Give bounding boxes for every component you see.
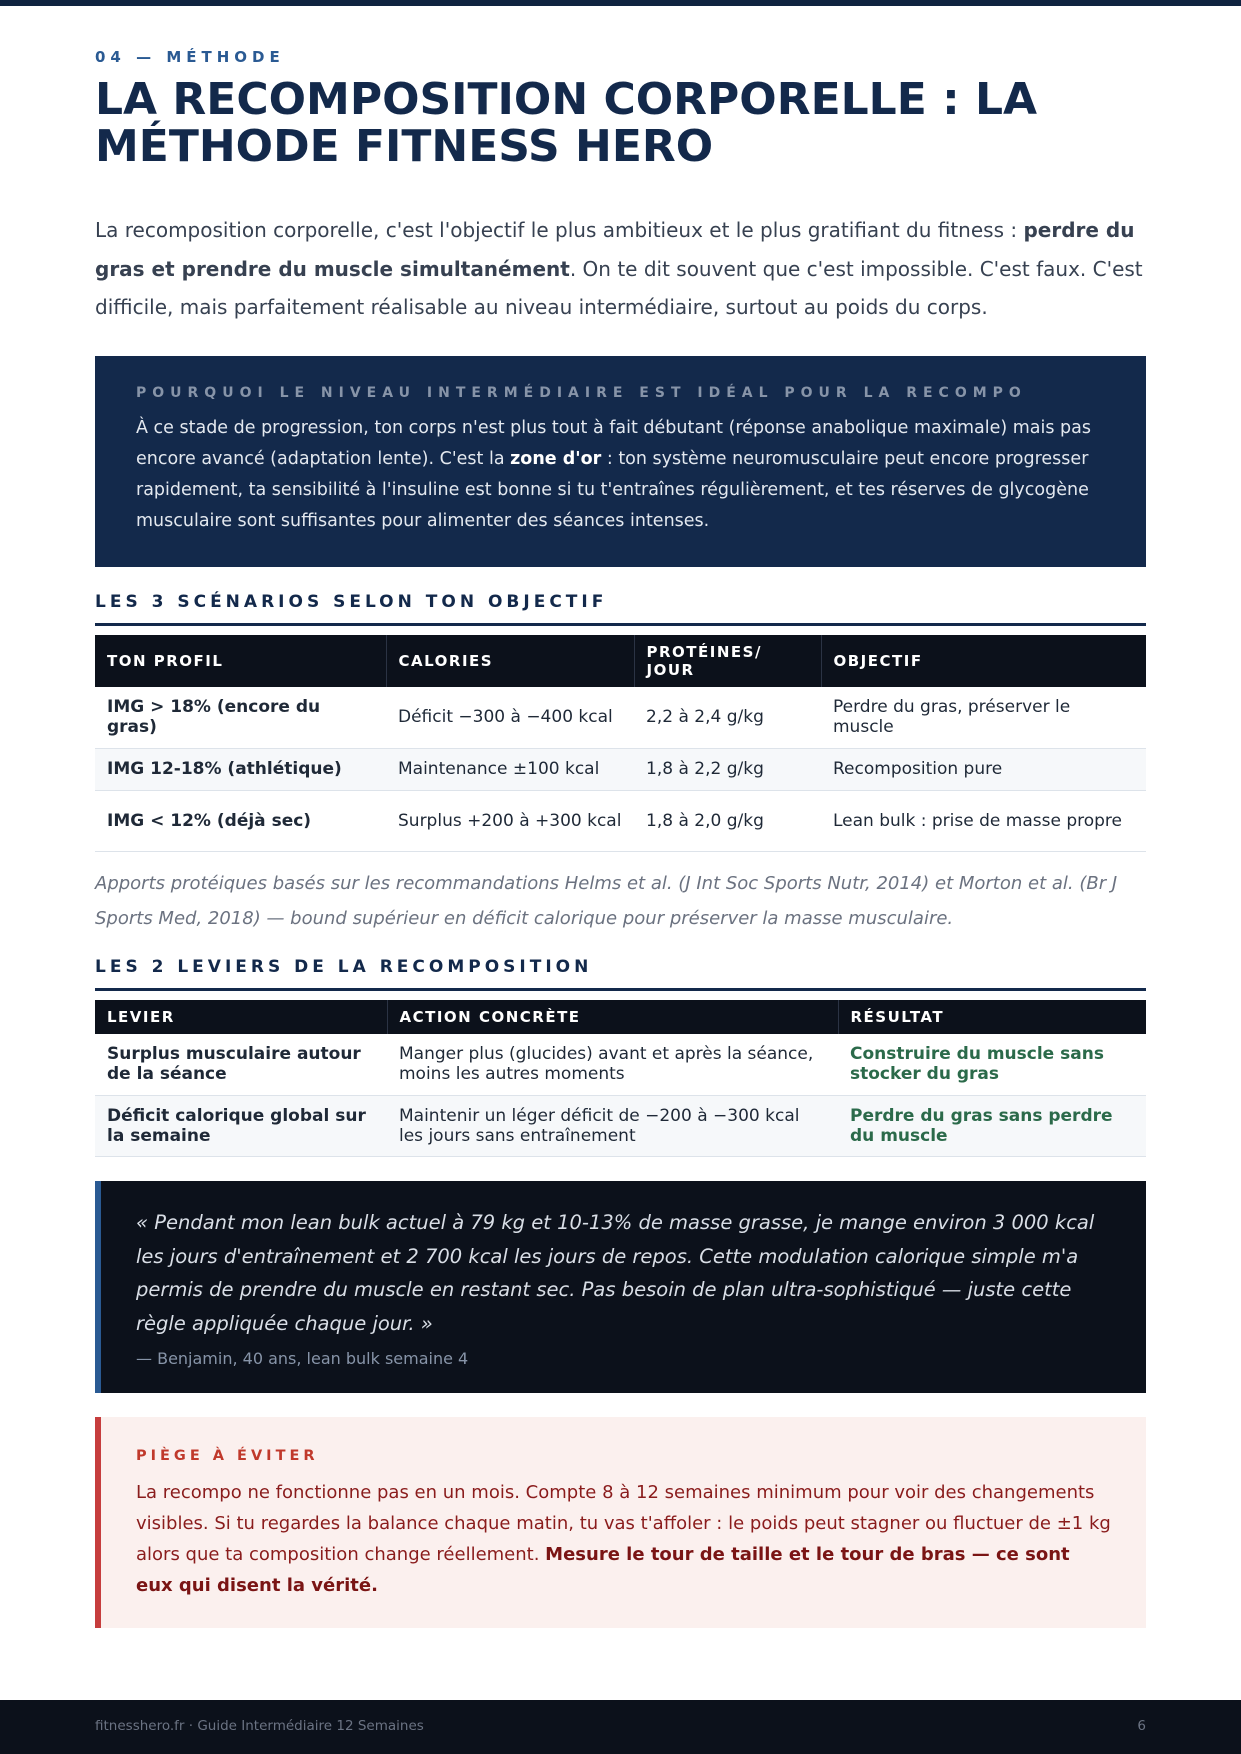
cell-calories: Déficit −300 à −400 kcal <box>386 687 634 748</box>
levers-heading: LES 2 LEVIERS DE LA RECOMPOSITION <box>95 957 1146 991</box>
cell-objectif: Lean bulk : prise de masse propre <box>821 790 1146 851</box>
table-row <box>95 1095 1146 1156</box>
col-header-calories: CALORIES <box>386 635 634 687</box>
cell-action: Maintenir un léger déficit de −200 à −300 kcal les jours sans entraînement <box>387 1095 838 1156</box>
warning-text-bold: Mesure le tour de taille et le tour de bras — ce sont eux qui disent la vérité. <box>136 1544 1070 1596</box>
info-callout-text-1: À ce stade de progression, ton corps n'est plus tout à fait débutant (réponse anabolique maximale) mais pas encore avancé (adaptation lente). C'est la <box>136 418 1092 469</box>
levers-header-row <box>95 1000 1146 1034</box>
cell-levier: Déficit calorique global sur la semaine <box>95 1095 387 1156</box>
quote-author: — Benjamin, 40 ans, lean bulk semaine 4 <box>136 1349 469 1368</box>
intro-paragraph <box>95 211 1146 327</box>
col-header-levier: LEVIER <box>95 1000 387 1034</box>
page-footer <box>0 1700 1241 1754</box>
col-header-proteines: PROTÉINES/ JOUR <box>634 635 821 687</box>
footer-source: fitnesshero.fr · Guide Intermédiaire 12 Semaines <box>95 1718 424 1734</box>
cell-levier: Surplus musculaire autour de la séance <box>95 1034 387 1095</box>
testimonial-quote <box>95 1181 1146 1393</box>
cell-calories: Maintenance ±100 kcal <box>386 748 634 790</box>
cell-proteines: 1,8 à 2,0 g/kg <box>634 790 821 851</box>
scenarios-header-row <box>95 635 1146 687</box>
cell-resultat: Perdre du gras sans perdre du muscle <box>838 1095 1146 1156</box>
info-callout-title: POURQUOI LE NIVEAU INTERMÉDIAIRE EST IDÉAL POUR LA RECOMPO <box>136 385 1027 401</box>
cell-calories: Surplus +200 à +300 kcal <box>386 790 634 851</box>
page-title: LA RECOMPOSITION CORPORELLE : LA MÉTHODE FITNESS HERO <box>95 74 1038 172</box>
intro-text-1: La recomposition corporelle, c'est l'objectif le plus ambitieux et le plus gratifiant du fitness : <box>95 218 1024 242</box>
intro-text-2: . On te dit souvent que c'est impossible. C'est faux. C'est difficile, mais parfaitement réalisable au niveau intermédiaire, surtout au poids du corps. <box>95 256 1143 319</box>
col-header-resultat: RÉSULTAT <box>838 1000 1146 1034</box>
col-header-objectif: OBJECTIF <box>821 635 1146 687</box>
cell-proteines: 2,2 à 2,4 g/kg <box>634 687 821 748</box>
top-rule <box>0 0 1241 6</box>
warning-text-body: La recompo ne fonctionne pas en un mois. Compte 8 à 12 semaines minimum pour voir des changements visibles. Si tu regardes la balance chaque matin, tu vas t'affoler : le poids peut stagner ou fluctuer de ±1 kg alors que ta composition change réellement. <box>136 1482 1111 1565</box>
info-callout <box>95 356 1146 567</box>
cell-profil: IMG 12-18% (athlétique) <box>95 748 386 790</box>
cell-proteines: 1,8 à 2,2 g/kg <box>634 748 821 790</box>
section-eyebrow: 04 — MÉTHODE <box>95 48 285 66</box>
quote-text: « Pendant mon lean bulk actuel à 79 kg et 10-13% de masse grasse, je mange environ 3 000 kcal les jours d'entraînement et 2 700 kcal les jours de repos. Cette modulation calorique simple m'a permis de prendre du muscle en restant sec. Pas besoin de plan ultra-sophistiqué — juste cette règle appliquée chaque jour. » <box>136 1211 1095 1335</box>
scenarios-heading: LES 3 SCÉNARIOS SELON TON OBJECTIF <box>95 592 1146 626</box>
col-header-action: ACTION CONCRÈTE <box>387 1000 838 1034</box>
cell-resultat: Construire du muscle sans stocker du gras <box>838 1034 1146 1095</box>
intro-bold: perdre du gras et prendre du muscle simultanément <box>95 218 1135 281</box>
table-row <box>95 748 1146 790</box>
scenarios-footnote: Apports protéiques basés sur les recommandations Helms et al. (J Int Soc Sports Nutr, 2014) et Morton et al. (Br J Sports Med, 2018) — bound supérieur en déficit calorique pour préserver la masse musculaire. <box>95 873 1118 929</box>
cell-profil: IMG > 18% (encore du gras) <box>95 687 386 748</box>
cell-objectif: Recomposition pure <box>821 748 1146 790</box>
warning-callout <box>95 1417 1146 1628</box>
warning-text <box>136 1477 1111 1601</box>
info-callout-bold: zone d'or <box>510 449 602 469</box>
levers-table <box>95 1000 1146 1157</box>
col-header-profil: TON PROFIL <box>95 635 386 687</box>
cell-profil: IMG < 12% (déjà sec) <box>95 790 386 851</box>
table-row <box>95 687 1146 748</box>
page-number: 6 <box>1137 1718 1146 1734</box>
cell-objectif: Perdre du gras, préserver le muscle <box>821 687 1146 748</box>
scenarios-table <box>95 635 1146 852</box>
table-row <box>95 790 1146 851</box>
info-callout-text-2: : ton système neuromusculaire peut encore progresser rapidement, ta sensibilité à l'insuline est bonne si tu t'entraînes régulièrement, et tes réserves de glycogène musculaire sont suffisantes pour alimenter des séances intenses. <box>136 449 1089 531</box>
cell-action: Manger plus (glucides) avant et après la séance, moins les autres moments <box>387 1034 838 1095</box>
info-callout-text <box>136 413 1105 537</box>
table-row <box>95 1034 1146 1095</box>
warning-title: PIÈGE À ÉVITER <box>136 1448 319 1464</box>
